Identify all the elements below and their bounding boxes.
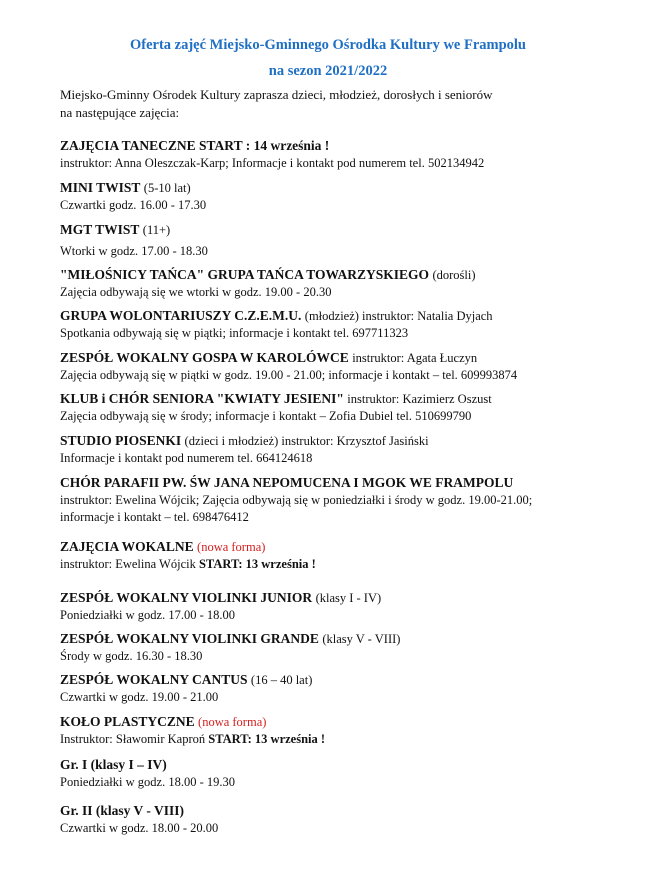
item-desc: Środy w godz. 16.30 - 18.30 — [60, 649, 203, 663]
item-title: KLUB i CHÓR SENIORA "KWIATY JESIENI" — [60, 391, 344, 406]
intro-line1: Miejsko-Gminny Ośrodek Kultury zaprasza dzieci, młodzież, dorosłych i seniorów — [60, 87, 493, 102]
item-desc: Czwartki godz. 16.00 - 17.30 — [60, 198, 207, 212]
item-desc: Zajęcia odbywają się w piątki w godz. 19.00 - 21.00; informacje i kontakt – tel. 609993874 — [60, 368, 518, 382]
item-title: ZESPÓŁ WOKALNY CANTUS — [60, 672, 248, 687]
item-title: CHÓR PARAFII PW. ŚW JANA NEPOMUCENA I MGOK WE FRAMPOLU — [60, 475, 514, 490]
item-note: instruktor: Agata Łuczyn — [352, 351, 478, 365]
item-new-badge: (nowa forma) — [198, 715, 267, 729]
item-title: MGT TWIST — [60, 222, 140, 237]
list-item — [60, 432, 620, 467]
item-desc: Zajęcia odbywają się we wtorki w godz. 19.00 - 20.30 — [60, 285, 332, 299]
item-desc: Wtorki w godz. 17.00 - 18.30 — [60, 244, 208, 258]
item-title: Gr. II (klasy V - VIII) — [60, 803, 185, 818]
page-title-line2: na sezon 2021/2022 — [268, 63, 388, 79]
list-item — [60, 630, 620, 665]
list-item — [60, 307, 620, 342]
list-item — [60, 671, 620, 706]
item-title: MINI TWIST — [60, 180, 141, 195]
item-note: (dorośli) — [432, 268, 476, 282]
item-desc: instruktor: Anna Oleszczak-Karp; Informacje i kontakt pod numerem tel. 502134942 — [60, 156, 485, 170]
item-note: (młodzież) instruktor: Natalia Dyjach — [304, 309, 493, 323]
item-note: instruktor: Kazimierz Oszust — [347, 392, 492, 406]
list-item — [60, 266, 620, 301]
item-title: GRUPA WOLONTARIUSZY C.Z.E.M.U. — [60, 308, 302, 323]
item-title: "MIŁOŚNICY TAŃCA" GRUPA TAŃCA TOWARZYSKIEGO — [60, 267, 430, 282]
list-item — [60, 589, 620, 624]
list-item — [60, 390, 620, 425]
item-desc: Zajęcia odbywają się w środy; informacje i kontakt – Zofia Dubiel tel. 510699790 — [60, 409, 472, 423]
item-desc: Czwartki w godz. 18.00 - 20.00 — [60, 821, 219, 835]
list-item — [60, 538, 620, 573]
page-title-line1: Oferta zajęć Miejsko-Gminnego Ośrodka Kultury we Frampolu — [129, 37, 527, 53]
list-item — [60, 756, 620, 791]
intro-line2: na następujące zajęcia: — [60, 105, 180, 120]
item-title: KOŁO PLASTYCZNE — [60, 714, 195, 729]
item-desc: Poniedziałki w godz. 17.00 - 18.00 — [60, 608, 235, 622]
item-note: (11+) — [142, 223, 171, 237]
item-desc: Spotkania odbywają się w piątki; informacje i kontakt tel. 697711323 — [60, 326, 409, 340]
item-note: (5-10 lat) — [143, 181, 191, 195]
item-title: STUDIO PIOSENKI — [60, 433, 182, 448]
item-start-date: START: 13 września ! — [198, 557, 316, 571]
item-desc: Poniedziałki w godz. 18.00 - 19.30 — [60, 775, 235, 789]
item-desc: Instruktor: Sławomir Kaproń — [60, 732, 206, 746]
item-note: (16 – 40 lat) — [250, 673, 313, 687]
item-title: ZESPÓŁ WOKALNY GOSPA W KAROLÓWCE — [60, 350, 349, 365]
item-note: (klasy I - IV) — [315, 591, 382, 605]
list-item — [60, 349, 620, 384]
item-note: (dzieci i młodzież) instruktor: Krzysztof Jasiński — [184, 434, 429, 448]
item-desc: Czwartki w godz. 19.00 - 21.00 — [60, 690, 219, 704]
item-desc-line2: informacje i kontakt – tel. 698476412 — [60, 510, 249, 524]
list-item — [60, 137, 620, 172]
item-title: ZAJĘCIA TANECZNE START : 14 września ! — [60, 138, 330, 153]
intro-paragraph — [60, 86, 600, 122]
list-item — [60, 713, 620, 748]
item-desc: instruktor: Ewelina Wójcik; Zajęcia odbywają się w poniedziałki i środy w godz. 19.00-21.00; — [60, 493, 533, 507]
item-title: ZESPÓŁ WOKALNY VIOLINKI GRANDE — [60, 631, 319, 646]
item-new-badge: (nowa forma) — [197, 540, 266, 554]
list-item — [60, 802, 620, 837]
item-title: ZESPÓŁ WOKALNY VIOLINKI JUNIOR — [60, 590, 313, 605]
item-desc: Informacje i kontakt pod numerem tel. 664124618 — [60, 451, 313, 465]
list-item — [60, 221, 620, 260]
list-item — [60, 179, 620, 214]
item-title: ZAJĘCIA WOKALNE — [60, 539, 194, 554]
item-start-date: START: 13 września ! — [208, 732, 326, 746]
list-item — [60, 474, 620, 526]
item-title: Gr. I (klasy I – IV) — [60, 757, 167, 772]
item-note: (klasy V - VIII) — [322, 632, 401, 646]
item-desc: instruktor: Ewelina Wójcik — [60, 557, 196, 571]
